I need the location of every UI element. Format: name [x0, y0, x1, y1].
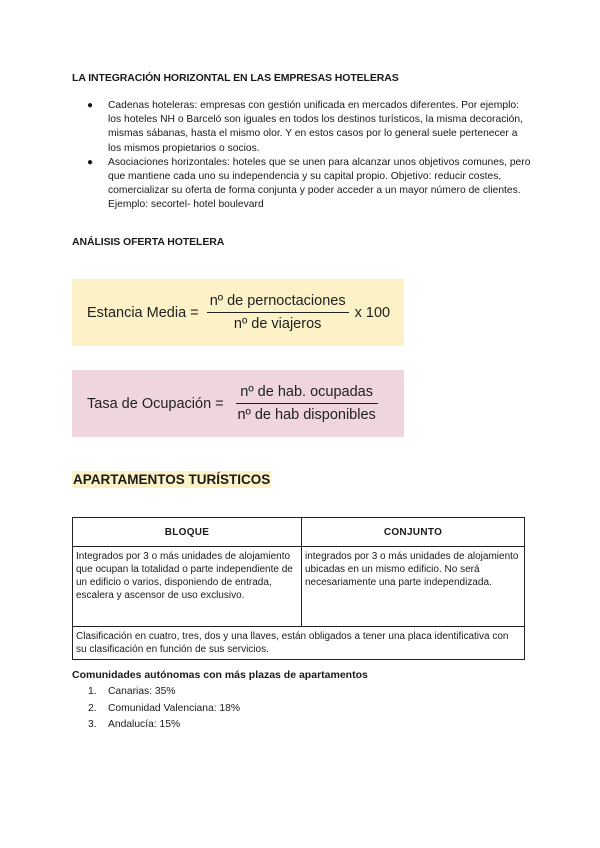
list-number: 1. [88, 686, 97, 697]
table-header-conjunto: CONJUNTO [302, 518, 525, 547]
formula-occupancy-denominator: nº de hab disponibles [237, 407, 376, 424]
table-row [73, 547, 525, 627]
formula-occupancy-lhs: Tasa de Ocupación = [87, 395, 224, 412]
formula-occupancy-box [72, 370, 404, 437]
formula-stay-lhs: Estancia Media = [87, 304, 199, 321]
heading-analysis: ANÁLISIS OFERTA HOTELERA [72, 236, 225, 248]
list-item [72, 717, 240, 734]
formula-stay-denominator: nº de viajeros [233, 316, 322, 333]
table-cell-conjunto: integrados por 3 o más unidades de alojamiento ubicadas en un mismo edificio. No será necesariamente una parte independizada. [302, 547, 525, 627]
formula-stay-numerator: nº de pernoctaciones [209, 292, 346, 309]
list-item-text: Andalucía: 15% [108, 719, 181, 730]
bullet-text: Asociaciones horizontales: hoteles que se unen para alcanzar unos objetivos comunes, pero que mantiene cada uno su independencia y su capital propio. Objetivo: reducir costes, comercializar su oferta de forma conjunta y poder acceder a un mayor número de clientes. Ejemplo: secortel- hotel boulevard [108, 156, 531, 211]
table-cell-classification: Clasificación en cuatro, tres, dos y una llaves, están obligados a tener una placa identificativa con su clasificación en función de sus servicios. [73, 627, 525, 660]
formula-stay-multiplier: x 100 [354, 304, 391, 321]
apartments-table [72, 517, 525, 660]
communities-title: Comunidades autónomas con más plazas de apartamentos [72, 669, 368, 681]
table-cell-bloque: Integrados por 3 o más unidades de alojamiento que ocupan la totalidad o parte independiente de un edificio o varios, disponiendo de entrada, escalera y ascensor de uso exclusivo. [73, 547, 302, 627]
table-header-row [73, 518, 525, 547]
integration-bullet-list [72, 99, 532, 213]
bullet-icon: ● [87, 156, 94, 168]
list-item [72, 99, 532, 156]
list-number: 2. [88, 702, 97, 714]
list-item-text: Comunidad Valenciana: 18% [108, 702, 241, 714]
table-row [73, 627, 525, 660]
formula-stay-fraction [207, 290, 349, 336]
section-apartments-title: APARTAMENTOS TURÍSTICOS [73, 472, 271, 487]
table-header-bloque: BLOQUE [73, 518, 302, 547]
formula-stay-box [72, 279, 404, 346]
heading-integration: LA INTEGRACIÓN HORIZONTAL EN LAS EMPRESAS HOTELERAS [72, 72, 399, 84]
bullet-icon: ● [87, 100, 94, 111]
list-item [72, 701, 240, 718]
communities-list [72, 684, 240, 734]
formula-occupancy-numerator: nº de hab. ocupadas [240, 383, 373, 400]
formula-occupancy-fraction [236, 381, 378, 427]
list-item [72, 684, 240, 701]
list-number: 3. [88, 719, 97, 730]
bullet-text: Cadenas hoteleras: empresas con gestión unificada en mercados diferentes. Por ejemplo: los hoteles NH o Barceló son iguales en todos los destinos turísticos, la misma decoración, mismas sábanas, hasta el mismo olor. Y en estos casos por lo general suele pertenecer a los mismos propietarios o socios. [108, 100, 523, 154]
list-item [72, 156, 532, 213]
list-item-text: Canarias: 35% [108, 686, 176, 697]
